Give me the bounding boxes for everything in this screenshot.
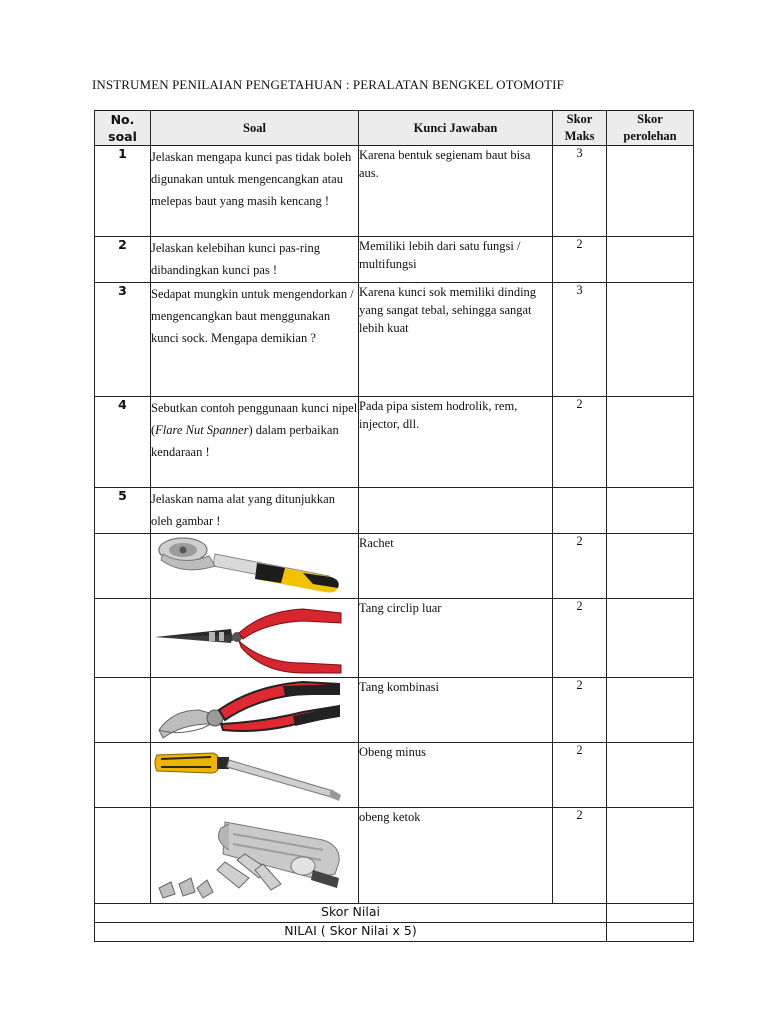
obtained-score-cell[interactable] — [607, 397, 694, 488]
answer-key: Karena bentuk segienam baut bisa aus. — [359, 146, 553, 237]
skor-nilai-label: Skor Nilai — [95, 904, 607, 923]
answer-key: Memiliki lebih dari satu fungsi / multifungsi — [359, 237, 553, 283]
max-score: 2 — [553, 599, 607, 678]
obtained-score-cell[interactable] — [607, 237, 694, 283]
max-score: 3 — [553, 146, 607, 237]
max-score: 2 — [553, 808, 607, 904]
tool-image-cell — [151, 599, 359, 678]
table-row — [95, 237, 694, 283]
question-text: Jelaskan mengapa kunci pas tidak boleh digunakan untuk mengencangkan atau melepas baut yang masih kencang ! — [151, 146, 359, 237]
answer-key: obeng ketok — [359, 808, 553, 904]
table-row — [95, 397, 694, 488]
number-cell — [95, 743, 151, 808]
question-number: 3 — [95, 283, 151, 397]
number-cell — [95, 808, 151, 904]
header-kunci-jawaban: Kunci Jawaban — [359, 111, 553, 146]
combination-pliers-icon — [153, 680, 343, 742]
circlip-pliers-icon — [153, 601, 343, 675]
assessment-table — [94, 110, 694, 942]
table-row — [95, 488, 694, 534]
skor-nilai-row — [95, 904, 694, 923]
number-cell — [95, 599, 151, 678]
obtained-score-cell[interactable] — [607, 146, 694, 237]
tool-row — [95, 743, 694, 808]
header-no: No. soal — [95, 111, 151, 146]
question-number: 4 — [95, 397, 151, 488]
header-soal: Soal — [151, 111, 359, 146]
ratchet-icon — [153, 536, 343, 598]
answer-key: Tang circlip luar — [359, 599, 553, 678]
tool-image-cell — [151, 678, 359, 743]
header-skor-perolehan: Skor perolehan — [607, 111, 694, 146]
tool-row — [95, 808, 694, 904]
nilai-row — [95, 923, 694, 942]
question-text: Jelaskan kelebihan kunci pas-ring dibandingkan kunci pas ! — [151, 237, 359, 283]
tool-row — [95, 534, 694, 599]
nilai-label: NILAI ( Skor Nilai x 5) — [95, 923, 607, 942]
impact-driver-icon — [153, 810, 343, 902]
answer-key: Pada pipa sistem hodrolik, rem, injector, dll. — [359, 397, 553, 488]
flat-screwdriver-icon — [153, 745, 343, 807]
obtained-score-cell[interactable] — [607, 678, 694, 743]
answer-key: Tang kombinasi — [359, 678, 553, 743]
obtained-score-cell[interactable] — [607, 599, 694, 678]
nilai-value-cell[interactable] — [607, 923, 694, 942]
max-score: 3 — [553, 283, 607, 397]
tool-image-cell — [151, 743, 359, 808]
obtained-score-cell[interactable] — [607, 808, 694, 904]
max-score: 2 — [553, 534, 607, 599]
tool-image-cell — [151, 808, 359, 904]
number-cell — [95, 534, 151, 599]
tool-image-cell — [151, 534, 359, 599]
number-cell — [95, 678, 151, 743]
max-score: 2 — [553, 743, 607, 808]
table-row — [95, 283, 694, 397]
question-text: Sedapat mungkin untuk mengendorkan / mengencangkan baut menggunakan kunci sock. Mengapa demikian ? — [151, 283, 359, 397]
answer-key: Rachet — [359, 534, 553, 599]
max-score — [553, 488, 607, 534]
max-score: 2 — [553, 397, 607, 488]
table-header-row — [95, 111, 694, 146]
obtained-score-cell[interactable] — [607, 488, 694, 534]
table-row — [95, 146, 694, 237]
question-number: 5 — [95, 488, 151, 534]
question-number: 2 — [95, 237, 151, 283]
skor-nilai-value-cell[interactable] — [607, 904, 694, 923]
question-text: Sebutkan contoh penggunaan kunci nipel (Flare Nut Spanner) dalam perbaikan kendaraan ! — [151, 397, 359, 488]
question-number: 1 — [95, 146, 151, 237]
document-title: INSTRUMEN PENILAIAN PENGETAHUAN : PERALATAN BENGKEL OTOMOTIF — [92, 77, 564, 92]
question-text: Jelaskan nama alat yang ditunjukkan oleh gambar ! — [151, 488, 359, 534]
max-score: 2 — [553, 678, 607, 743]
tool-row — [95, 678, 694, 743]
max-score: 2 — [553, 237, 607, 283]
header-skor-maks: Skor Maks — [553, 111, 607, 146]
obtained-score-cell[interactable] — [607, 743, 694, 808]
obtained-score-cell[interactable] — [607, 283, 694, 397]
tool-row — [95, 599, 694, 678]
answer-key: Obeng minus — [359, 743, 553, 808]
obtained-score-cell[interactable] — [607, 534, 694, 599]
answer-key: Karena kunci sok memiliki dinding yang sangat tebal, sehingga sangat lebih kuat — [359, 283, 553, 397]
answer-key — [359, 488, 553, 534]
